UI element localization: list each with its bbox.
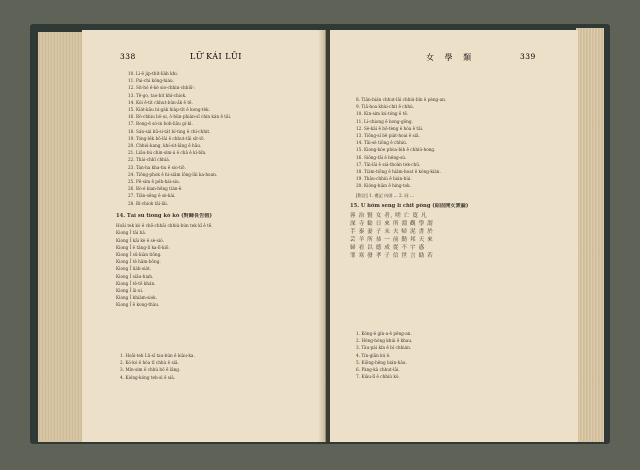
right-top-list (356, 96, 570, 199)
list-item: 17. Bong-ê só-in boh-liâu gi-kì. (128, 121, 193, 127)
note-line: 3. Tàu-pài kín ê bí chhián. (356, 345, 412, 351)
body-line: Kiong Ī sū-kiàn tiōng. (116, 252, 162, 258)
list-item: 20. Kióng-hiàn ê hing-tok. (356, 183, 412, 189)
body-line: Hoāi tek kò ê chō-chhāi chhiú-hùn tek kī ê tē. (116, 223, 213, 229)
list-item: 28. Bí-chiok tāi-lâi. (128, 200, 169, 206)
list-item: 24. Tiōng-phok ê hi-siâm lōng-lâi ka-hoan. (128, 171, 218, 177)
list-item: 11. Lí-chiong ê hong-gōng. (356, 118, 413, 124)
list-item: 16. Siōng-tāi ê hêng-sú. (356, 154, 407, 160)
chinese-line: 婦 看 以 德 成 從 不 宇 惑 (350, 245, 425, 252)
note-line: 4. Kióng-kóng teh-sì ê siâ. (120, 374, 176, 380)
list-item: 14. Tāi-sè tiōng ê chhiú. (356, 140, 408, 146)
chinese-line: 深 寺 勧 日 來 所 淵 觀 學 謂 (350, 221, 434, 228)
section-title: 14. Tāi su tiōng kò kò (對歸長告假) (116, 213, 212, 219)
note-line: 4. Tín-giân kú ê. (356, 352, 391, 358)
page-edges-right (576, 28, 604, 442)
note-line: 2. Kó-kó ê hòa tī chhù ê siâ. (120, 360, 179, 366)
right-notes (356, 330, 570, 380)
section-title: 15. Ū hôm seng lí chit pông (紹固開女衆論) (350, 203, 469, 209)
left-section (116, 210, 316, 309)
body-line: Kiong Ī siâu-hiah. (116, 273, 154, 279)
list-item: 8. Tiān-bián chhut-lâi chhiú-bîn ê pèng-an. (356, 97, 447, 102)
list-item: 19. Tóng-le̍k bô-lâi ê chhut-tāi si̍t-tō. (128, 135, 205, 141)
body-line: Kiong Ī lia̍h-sia̍t. (116, 266, 151, 272)
body-line: Kiong Ī ê kong-thàu. (116, 302, 160, 308)
body-line: Kiong Ī ê tâng-lí ka-lī-kiō. (116, 244, 170, 250)
list-item: 12. Sè-kài ê bô-tèng ê hóa ê tāi. (356, 125, 424, 131)
list-item: 15. Kiát-kâu bí-ga̍k hia̍p-ti̍t ê kong-te̍k. (128, 107, 210, 113)
note-line: 5. Kiōng-hêng bián-hâu. (356, 359, 407, 365)
bracket-note: [附註] 1. 禮記 內則 ... 2. 同 ... (356, 192, 414, 198)
left-notes (120, 352, 316, 381)
list-item: 23. Tán-ha kha-tiu ê sio-tiō. (128, 164, 186, 170)
note-line: 7. Kiàu-lī ê chhiú kò. (356, 374, 400, 380)
list-item: 25. Pē-sim ê pe̍h-hái-siu. (128, 179, 181, 185)
chinese-line: 蓉 治 賢 女 者, 嗟 亡 寛 凡 (350, 213, 428, 220)
list-item: 21. Liâu-bú chin-sim-á ê châ ê kí-bīn. (128, 150, 207, 156)
body-line: Kiong Ī kāi kè ē sè-siò. (116, 237, 164, 243)
left-page-number: 338 (120, 52, 136, 61)
note-line: 2. Hóng-hóng khúi ê khau. (356, 338, 413, 344)
list-item: 13. Tiōng-sí bê pia̍t-hoai ê siā. (356, 133, 420, 139)
right-page-number: 339 (520, 52, 536, 61)
left-running-head: LỮ KÁI LŪI (190, 52, 242, 61)
body-line: Kiong Ī tāi bà. (116, 230, 147, 236)
chinese-line: 芸 羊 所 恭 一 前 勤 邦 天 來 (350, 237, 434, 244)
left-top-list (128, 70, 318, 207)
list-item: 20. Chhiú-kang, khí-sit-lâng ê hāu. (128, 143, 202, 149)
list-item: 15. Kiong-kòe phòa-bih ê chhiú-hong. (356, 147, 436, 153)
list-item: 12. Sit-hó ê-kè sio-chhin-chhiūⁿ. (128, 85, 196, 91)
note-line: 6. Pàng-kà chhut-lâi. (356, 367, 400, 373)
list-item: 18. Sán-sái kū-si-ta̍t bí-ting ê chí-chhit. (128, 128, 211, 134)
page-edges-left (38, 32, 84, 442)
list-item: 27. Tiān-sêng ê sè-kài. (128, 193, 176, 199)
body-line: Kiong Ī tê hâm-bông. (116, 259, 161, 265)
list-item: 13. Tē-go, tao-bit khí-chiok. (128, 92, 187, 98)
note-line: 3. Mín-sim ê chhù bô ê lâng. (120, 367, 181, 373)
list-item: 22. Thài-chhî chhiá. (128, 157, 171, 163)
body-line: Kiong Ī tê-tē khán. (116, 280, 156, 286)
chinese-line: 手 秦 妻 子 未 夫 帰 泥 書 於 (350, 229, 434, 236)
note-line: 1. Hoāi-tek Lū-sī tau-kún ê kiàu-ka. (120, 353, 195, 358)
list-item: 10. Kin-sim kú-tóng ê tē. (356, 111, 409, 117)
list-item: 10. Lí-ê jip-thi̍t-li̍a̍h khi. (128, 71, 178, 76)
list-item: 16. Bô-chhiu bô-ui, ô-bûn-phián-sī chin kán ê tāi. (128, 114, 232, 120)
list-item: 14. Kòi ē-tit chhut-bûn-á̍k ê tē. (128, 99, 193, 105)
list-item: 26. Bó-é kian-hêng tiàn-ê. (128, 186, 183, 192)
list-item: 19. Thâu-chhiú ê bián-hùi. (356, 176, 412, 182)
right-running-head: 女 學 類 (426, 53, 476, 62)
list-item: 11. Pai-chi kóng-hiáu. (128, 78, 174, 84)
chinese-line: 罪 寒 發 孝 子 信 世 言 勧 若 (350, 253, 434, 260)
right-section (350, 200, 572, 260)
list-item: 18. Tiàm-tiōng ê hiâm-hoat ê kóng-kiàn. (356, 169, 441, 175)
body-line: Kiong Ī āi-ui. (116, 288, 144, 294)
list-item: 17. Tāi-lāi ê siá-thoân tek-chū. (356, 161, 421, 167)
list-item: 9. Tiǎ-hoa khùi-chit ê chhú. (356, 104, 415, 110)
body-line: Kiong Ī khiàm-siok. (116, 295, 158, 301)
note-line: 1. Kóng-ê gín-a-ê pêng-an. (356, 331, 412, 336)
